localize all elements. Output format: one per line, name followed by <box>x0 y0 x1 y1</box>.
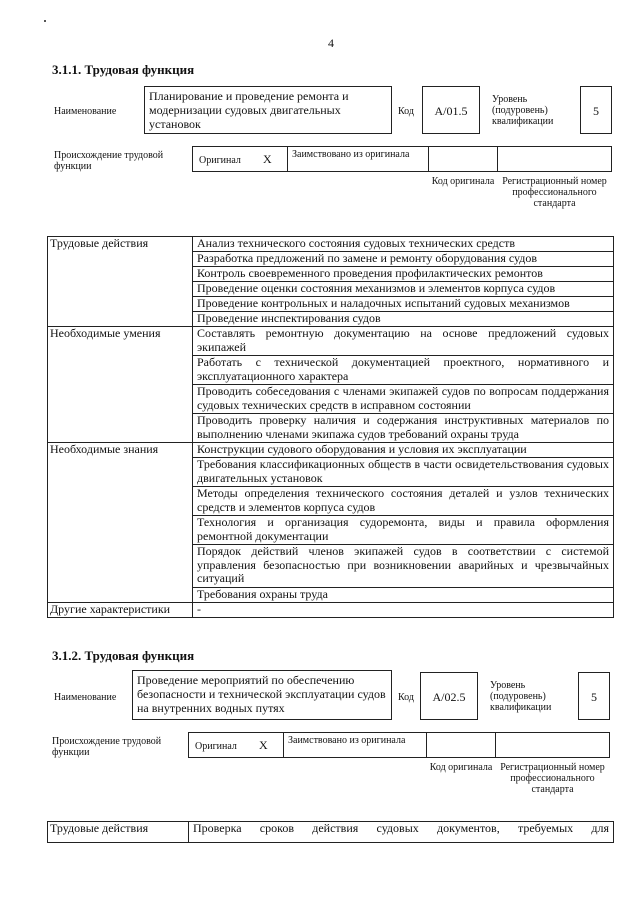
borrowed-cell-1: Заимствовано из оригинала <box>287 146 429 172</box>
skill-item: Работать с технической документацией проектного, нормативного и эксплуатационного характера <box>193 356 614 385</box>
knowledge-item: Методы определения технического состояния деталей и узлов технических средств и элементов корпуса судов <box>193 487 614 516</box>
code-label-1: Код <box>398 106 414 117</box>
reg-number-cell-2 <box>495 732 610 758</box>
skills-label: Необходимые умения <box>48 327 193 443</box>
section-heading-1: 3.1.1. Трудовая функция <box>52 62 195 77</box>
reg-number-caption-2: Регистрационный номер профессионального стандарта <box>500 762 605 795</box>
labor-function-table-2 <box>47 821 614 843</box>
name-value-box-1: Планирование и проведение ремонта и модернизации судовых двигательных установок <box>144 86 392 134</box>
code-value-2: A/02.5 <box>420 672 478 720</box>
action-item: Анализ технического состояния судовых технических средств <box>193 237 614 252</box>
labor-function-table-1 <box>47 236 614 618</box>
original-label-2: Оригинал <box>195 741 237 752</box>
table-row <box>48 822 614 843</box>
code-value-1: A/01.5 <box>422 86 480 134</box>
origin-code-caption-1: Код оригинала <box>431 176 495 187</box>
other-value: - <box>193 603 614 618</box>
skill-item: Проводить собеседования с членами экипажей судов по вопросам поддержания судовых технических средств в исправном состоянии <box>193 385 614 414</box>
actions-label: Трудовые действия <box>48 237 193 327</box>
origin-label-1: Происхождение трудовой функции <box>54 150 164 172</box>
section-heading-2: 3.1.2. Трудовая функция <box>52 648 195 663</box>
origin-label-2: Происхождение трудовой функции <box>52 736 162 758</box>
original-mark-2: X <box>259 738 268 752</box>
actions-label-2: Трудовые действия <box>48 822 189 843</box>
table-row <box>48 327 614 356</box>
other-label: Другие характеристики <box>48 603 193 618</box>
knowledge-item: Требования охраны труда <box>193 588 614 603</box>
action-item: Проверка сроков действия судовых документов, требуемых для <box>189 822 614 843</box>
code-label-2: Код <box>398 692 414 703</box>
action-item: Разработка предложений по замене и ремонту оборудования судов <box>193 252 614 267</box>
level-label-1: Уровень (подуровень) квалификации <box>492 94 554 127</box>
scan-speck <box>44 20 46 22</box>
table-row <box>48 237 614 252</box>
skill-item: Составлять ремонтную документацию на основе предложений судовых экипажей <box>193 327 614 356</box>
reg-number-cell-1 <box>497 146 612 172</box>
knowledge-label: Необходимые знания <box>48 443 193 603</box>
knowledge-item: Технология и организация судоремонта, виды и правила оформления ремонтной документации <box>193 516 614 545</box>
level-value-2: 5 <box>578 672 610 720</box>
table-row <box>48 443 614 458</box>
origin-code-caption-2: Код оригинала <box>429 762 493 773</box>
level-value-1: 5 <box>580 86 612 134</box>
original-cell-1 <box>192 146 288 172</box>
action-item: Проведение инспектирования судов <box>193 312 614 327</box>
skill-item: Проводить проверку наличия и содержания инструктивных материалов по выполнению членами экипажа судов требований охраны труда <box>193 414 614 443</box>
name-label-2: Наименование <box>54 692 117 703</box>
reg-number-caption-1: Регистрационный номер профессионального стандарта <box>502 176 607 209</box>
origin-code-cell-1 <box>428 146 498 172</box>
original-mark-1: X <box>263 152 272 166</box>
name-label-1: Наименование <box>54 106 117 117</box>
origin-code-cell-2 <box>426 732 496 758</box>
action-item: Проведение контрольных и наладочных испытаний судовых механизмов <box>193 297 614 312</box>
original-label-1: Оригинал <box>199 155 241 166</box>
table-row <box>48 603 614 618</box>
borrowed-cell-2: Заимствовано из оригинала <box>283 732 427 758</box>
name-value-box-2: Проведение мероприятий по обеспечению безопасности и технической эксплуатации судов на внутренних водных путях <box>132 670 392 720</box>
original-cell-2 <box>188 732 284 758</box>
knowledge-item: Требования классификационных обществ в части освидетельствования судовых двигательных установок <box>193 458 614 487</box>
page-number: 4 <box>328 36 334 50</box>
action-item: Проведение оценки состояния механизмов и элементов корпуса судов <box>193 282 614 297</box>
level-label-2: Уровень (подуровень) квалификации <box>490 680 552 713</box>
knowledge-item: Порядок действий членов экипажей судов в соответствии с системой управления безопасностью при возникновении аварийных и чрезвычайных ситуаций <box>193 545 614 588</box>
action-item: Контроль своевременного проведения профилактических ремонтов <box>193 267 614 282</box>
knowledge-item: Конструкции судового оборудования и условия их эксплуатации <box>193 443 614 458</box>
